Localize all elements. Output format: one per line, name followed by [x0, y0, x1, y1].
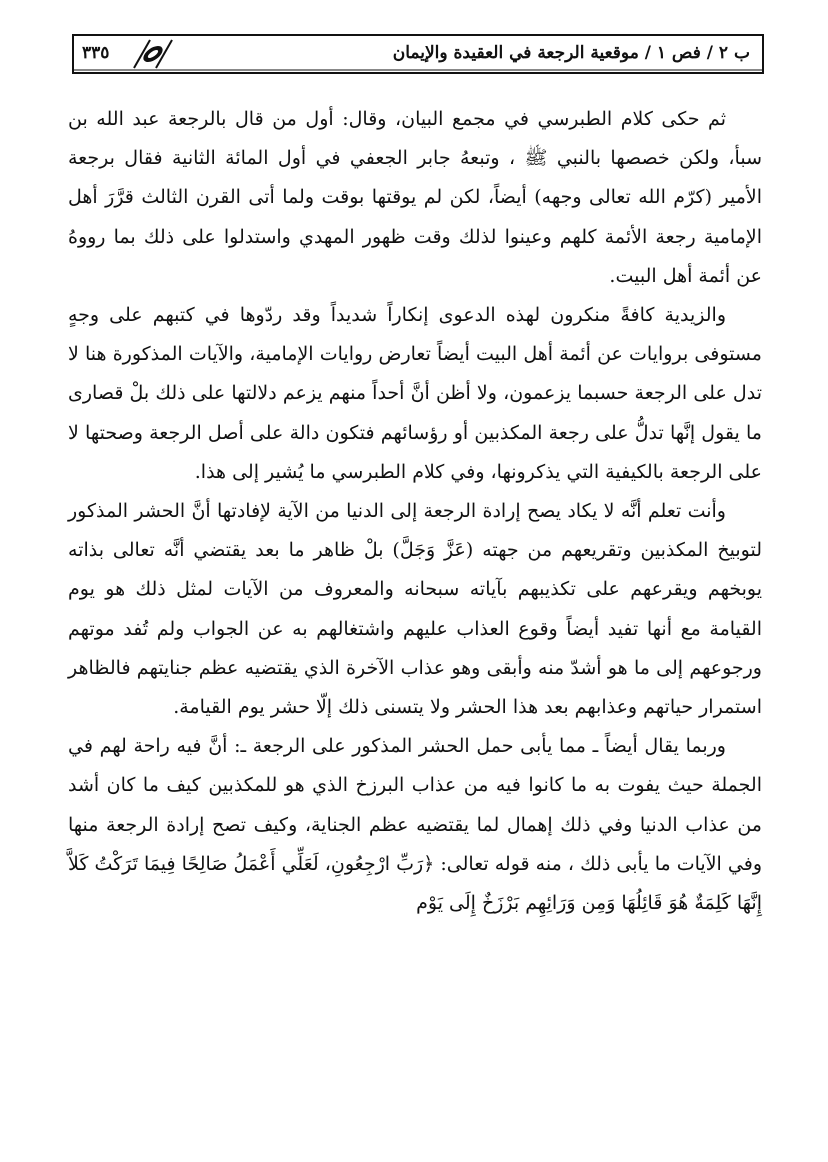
page-number: ٣٣٥ [82, 43, 110, 63]
paragraph: والزيدية كافةً منكرون لهذه الدعوى إنكاراً شديداً وقد ردّوها في كتبهم على وجهٍ مستوفى بروايات عن أئمة أهل البيت أيضاً تعارض روايات الإمامية، والآيات المذكورة هنا لا تدل على الرجعة حسبما يزعمون، ولا أظن أنَّ أحداً منهم يزعم دلالتها على ذلك بلْ قصارى ما يقول إنَّها تدلُّ على رجعة المكذبين أو رؤسائهم فتكون دالة على أصل الرجعة وصحتها لا على الرجعة بالكيفية التي يذكرونها، وفي كلام الطبرسي ما يُشير إلى هذا. [68, 304, 762, 483]
page-header [72, 34, 764, 74]
body-text [68, 100, 762, 923]
paragraph: ثم حكى كلام الطبرسي في مجمع البيان، وقال: أول من قال بالرجعة عبد الله بن سبأ، ولكن خصصها بالنبي ﷺ ، وتبعهُ جابر الجعفي في أول المائة الثانية فقال برجعة الأمير (كرّم الله تعالى وجهه) أيضاً، لكن لم يوقتها بوقت ولما أتى القرن الثالث قرَّرَ أهل الإمامية رجعة الأئمة كلهم وعينوا لذلك وقت ظهور المهدي واستدلوا على ذلك بما رووهُ عن أئمة أهل البيت. [68, 108, 762, 287]
running-title: ب ٢ / فص ١ / موقعية الرجعة في العقيدة والإيمان [392, 43, 750, 63]
paragraph: وربما يقال أيضاً ـ مما يأبى حمل الحشر المذكور على الرجعة ـ: أنَّ فيه راحة لهم في الجملة حيث يفوت به ما كانوا فيه من عذاب البرزخ الذي هو للمكذبين كيف ما كان أشد من عذاب الدنيا وفي ذلك إهمال لما يقتضيه عظم الجناية، وكيف تصح إرادة الرجعة منها وفي الآيات ما يأبى ذلك ، منه قوله تعالى: ﴿رَبِّ ارْجِعُونِ، لَعَلِّي أَعْمَلُ صَالِحًا فِيمَا تَرَكْتُ كَلاَّ إِنَّهَا كَلِمَةٌ هُوَ قَائِلُهَا وَمِن وَرَائِهِم بَرْزَخٌ إِلَى يَوْم [68, 735, 762, 915]
paragraph: وأنت تعلم أنَّه لا يكاد يصح إرادة الرجعة إلى الدنيا من الآية لإفادتها أنَّ الحشر المذكور لتوبيخ المكذبين وتقريعهم من جهته (عَزَّ وَجَلَّ) بلْ ظاهر ما بعد يقتضي أنَّه تعالى بذاته يوبخهم ويقرعهم على تكذيبهم بآياته سبحانه والمعروف من الآيات لمثل ذلك هو يوم القيامة مع أنها تفيد أيضاً وقوع العذاب عليهم واشتغالهم به عن الجواب ولم تُفد موتهم ورجوعهم إلى ما هو أشدّ منه وأبقى وهو عذاب الآخرة الذي يقتضيه عظم جنايتهم فالظاهر استمرار حياتهم وعذابهم بعد هذا الحشر ولا يتسنى ذلك إلّا حشر يوم القيامة. [68, 500, 762, 719]
ornament-icon [130, 38, 176, 70]
